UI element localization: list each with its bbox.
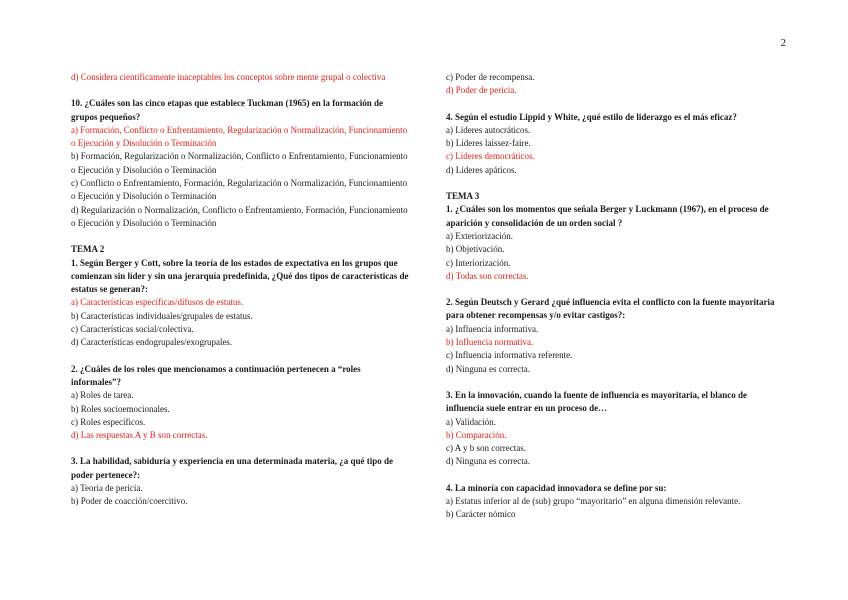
answer-option: b) Carácter nómico bbox=[446, 509, 516, 520]
right-column bbox=[446, 71, 776, 535]
answer-option: a) Roles de tarea. bbox=[71, 390, 134, 401]
answer-option: c) Roles específicos. bbox=[71, 416, 146, 427]
answer-option: a) Influencia informativa. bbox=[446, 323, 539, 334]
tema-heading: TEMA 3 bbox=[446, 191, 480, 202]
correct-answer: d) Poder de pericia. bbox=[446, 85, 517, 96]
correct-answer: d) Considera científicamente inaceptables los conceptos sobre mente grupal o colectiva bbox=[71, 72, 386, 82]
correct-answer: c) Líderes democráticos. bbox=[446, 151, 535, 162]
answer-option: b) Objetivación. bbox=[446, 244, 505, 255]
question-block bbox=[446, 482, 776, 522]
answer-option: a) Exteriorización. bbox=[446, 230, 513, 241]
answer-option: c) Conflicto o Enfrentamiento, Formación, Regularización o Normalización, Funcionamiento o Ejecución y Disolución o Terminación bbox=[71, 178, 408, 202]
answer-option: a) Líderes autocráticos. bbox=[446, 124, 531, 135]
question-block bbox=[71, 257, 411, 350]
correct-answer: b) Influencia normativa. bbox=[446, 337, 534, 348]
section-heading bbox=[71, 243, 411, 256]
correct-answer: d) Todas son correctas. bbox=[446, 270, 529, 281]
question-block bbox=[71, 363, 411, 443]
answer-option: b) Roles socioemocionales. bbox=[71, 403, 170, 414]
answer-option: b) Poder de coacción/coercitivo. bbox=[71, 496, 188, 507]
answer-option: a) Validación. bbox=[446, 416, 496, 427]
answer-option: c) Poder de recompensa. bbox=[446, 72, 535, 82]
answer-option: c) Características social/colectiva. bbox=[71, 324, 194, 335]
options-block bbox=[446, 71, 776, 98]
answer-option: d) Ninguna es correcta. bbox=[446, 456, 530, 467]
question-text: 4. La minoría con capacidad innovadora se define por su: bbox=[446, 482, 667, 493]
answer-option: d) Regularización o Normalización, Conflicto o Enfrentamiento, Formación, Funcionamiento o Ejecución y Disolución o Terminación bbox=[71, 204, 408, 228]
question-text: 2. ¿Cuáles de los roles que mencionamos a continuación pertenecen a “roles informales”? bbox=[71, 363, 361, 387]
question-text: 4. Según el estudio Lippid y White, ¿qué estilo de liderazgo es el más eficaz? bbox=[446, 111, 737, 122]
question-text: 3. En la innovación, cuando la fuente de influencia es mayoritaria, el blanco de influencia suele entrar en un proceso de… bbox=[446, 389, 748, 414]
correct-answer: b) Comparación. bbox=[446, 429, 507, 440]
correct-answer: a) Formación, Conflicto o Enfrentamiento, Regularización o Normalización, Funcionamiento o Ejecución y Disolución o Terminación bbox=[71, 124, 408, 149]
question-text: 1. ¿Cuáles son los momentos que señala Berger y Luckmann (1967), en el proceso de aparición y consolidación de un orden social ? bbox=[446, 204, 769, 228]
answer-option: d) Líderes apáticos. bbox=[446, 164, 517, 175]
correct-answer: d) Las respuestas A y B son correctas. bbox=[71, 430, 208, 441]
answer-option: d) Ninguna es correcta. bbox=[446, 363, 530, 374]
answer-option: a) Teoría de pericia. bbox=[71, 483, 143, 494]
question-text: 1. Según Berger y Cott, sobre la teoría de los estados de expectativa en los grupos que comienzan sin líder y sin una jerarquía predefinida, ¿Qué dos tipos de características de estatus se generan?: bbox=[71, 257, 409, 295]
question-text: 3. La habilidad, sabiduría y experiencia en una determinada materia, ¿a qué tipo de poder pertenece?: bbox=[71, 456, 394, 480]
question-block bbox=[446, 111, 776, 177]
answer-option: a) Estatus inferior al de (sub) grupo “mayoritario” en alguna dimensión relevante. bbox=[446, 496, 741, 507]
left-column bbox=[71, 71, 411, 522]
options-block bbox=[71, 71, 411, 84]
tema-heading: TEMA 2 bbox=[71, 244, 105, 255]
question-block bbox=[71, 97, 411, 230]
answer-option: c) A y b son correctas. bbox=[446, 443, 526, 454]
question-block bbox=[446, 389, 776, 469]
question-text: 2. Según Deutsch y Gerard ¿qué influencia evita el conflicto con la fuente mayoritaria para obtener recompensas y/o evitar castigos?: bbox=[446, 297, 775, 321]
question-text: 10. ¿Cuáles son las cinco etapas que establece Tuckman (1965) en la formación de grupos pequeños? bbox=[71, 98, 384, 122]
section-heading bbox=[446, 190, 776, 203]
page-number: 2 bbox=[780, 37, 786, 49]
correct-answer: a) Características específicas/difusos de estatus. bbox=[71, 297, 244, 308]
answer-option: b) Líderes laissez-faire. bbox=[446, 138, 531, 149]
question-block bbox=[446, 203, 776, 283]
answer-option: d) Características endogrupales/exogrupales. bbox=[71, 337, 233, 348]
answer-option: b) Formación, Regularización o Normalización, Conflicto o Enfrentamiento, Funcionamiento o Ejecución y Disolución o Terminación bbox=[71, 151, 408, 175]
answer-option: c) Influencia informativa referente. bbox=[446, 350, 573, 361]
question-block bbox=[446, 296, 776, 376]
answer-option: c) Interiorización. bbox=[446, 257, 511, 268]
question-block bbox=[71, 455, 411, 508]
answer-option: b) Características individuales/grupales de estatus. bbox=[71, 310, 253, 321]
